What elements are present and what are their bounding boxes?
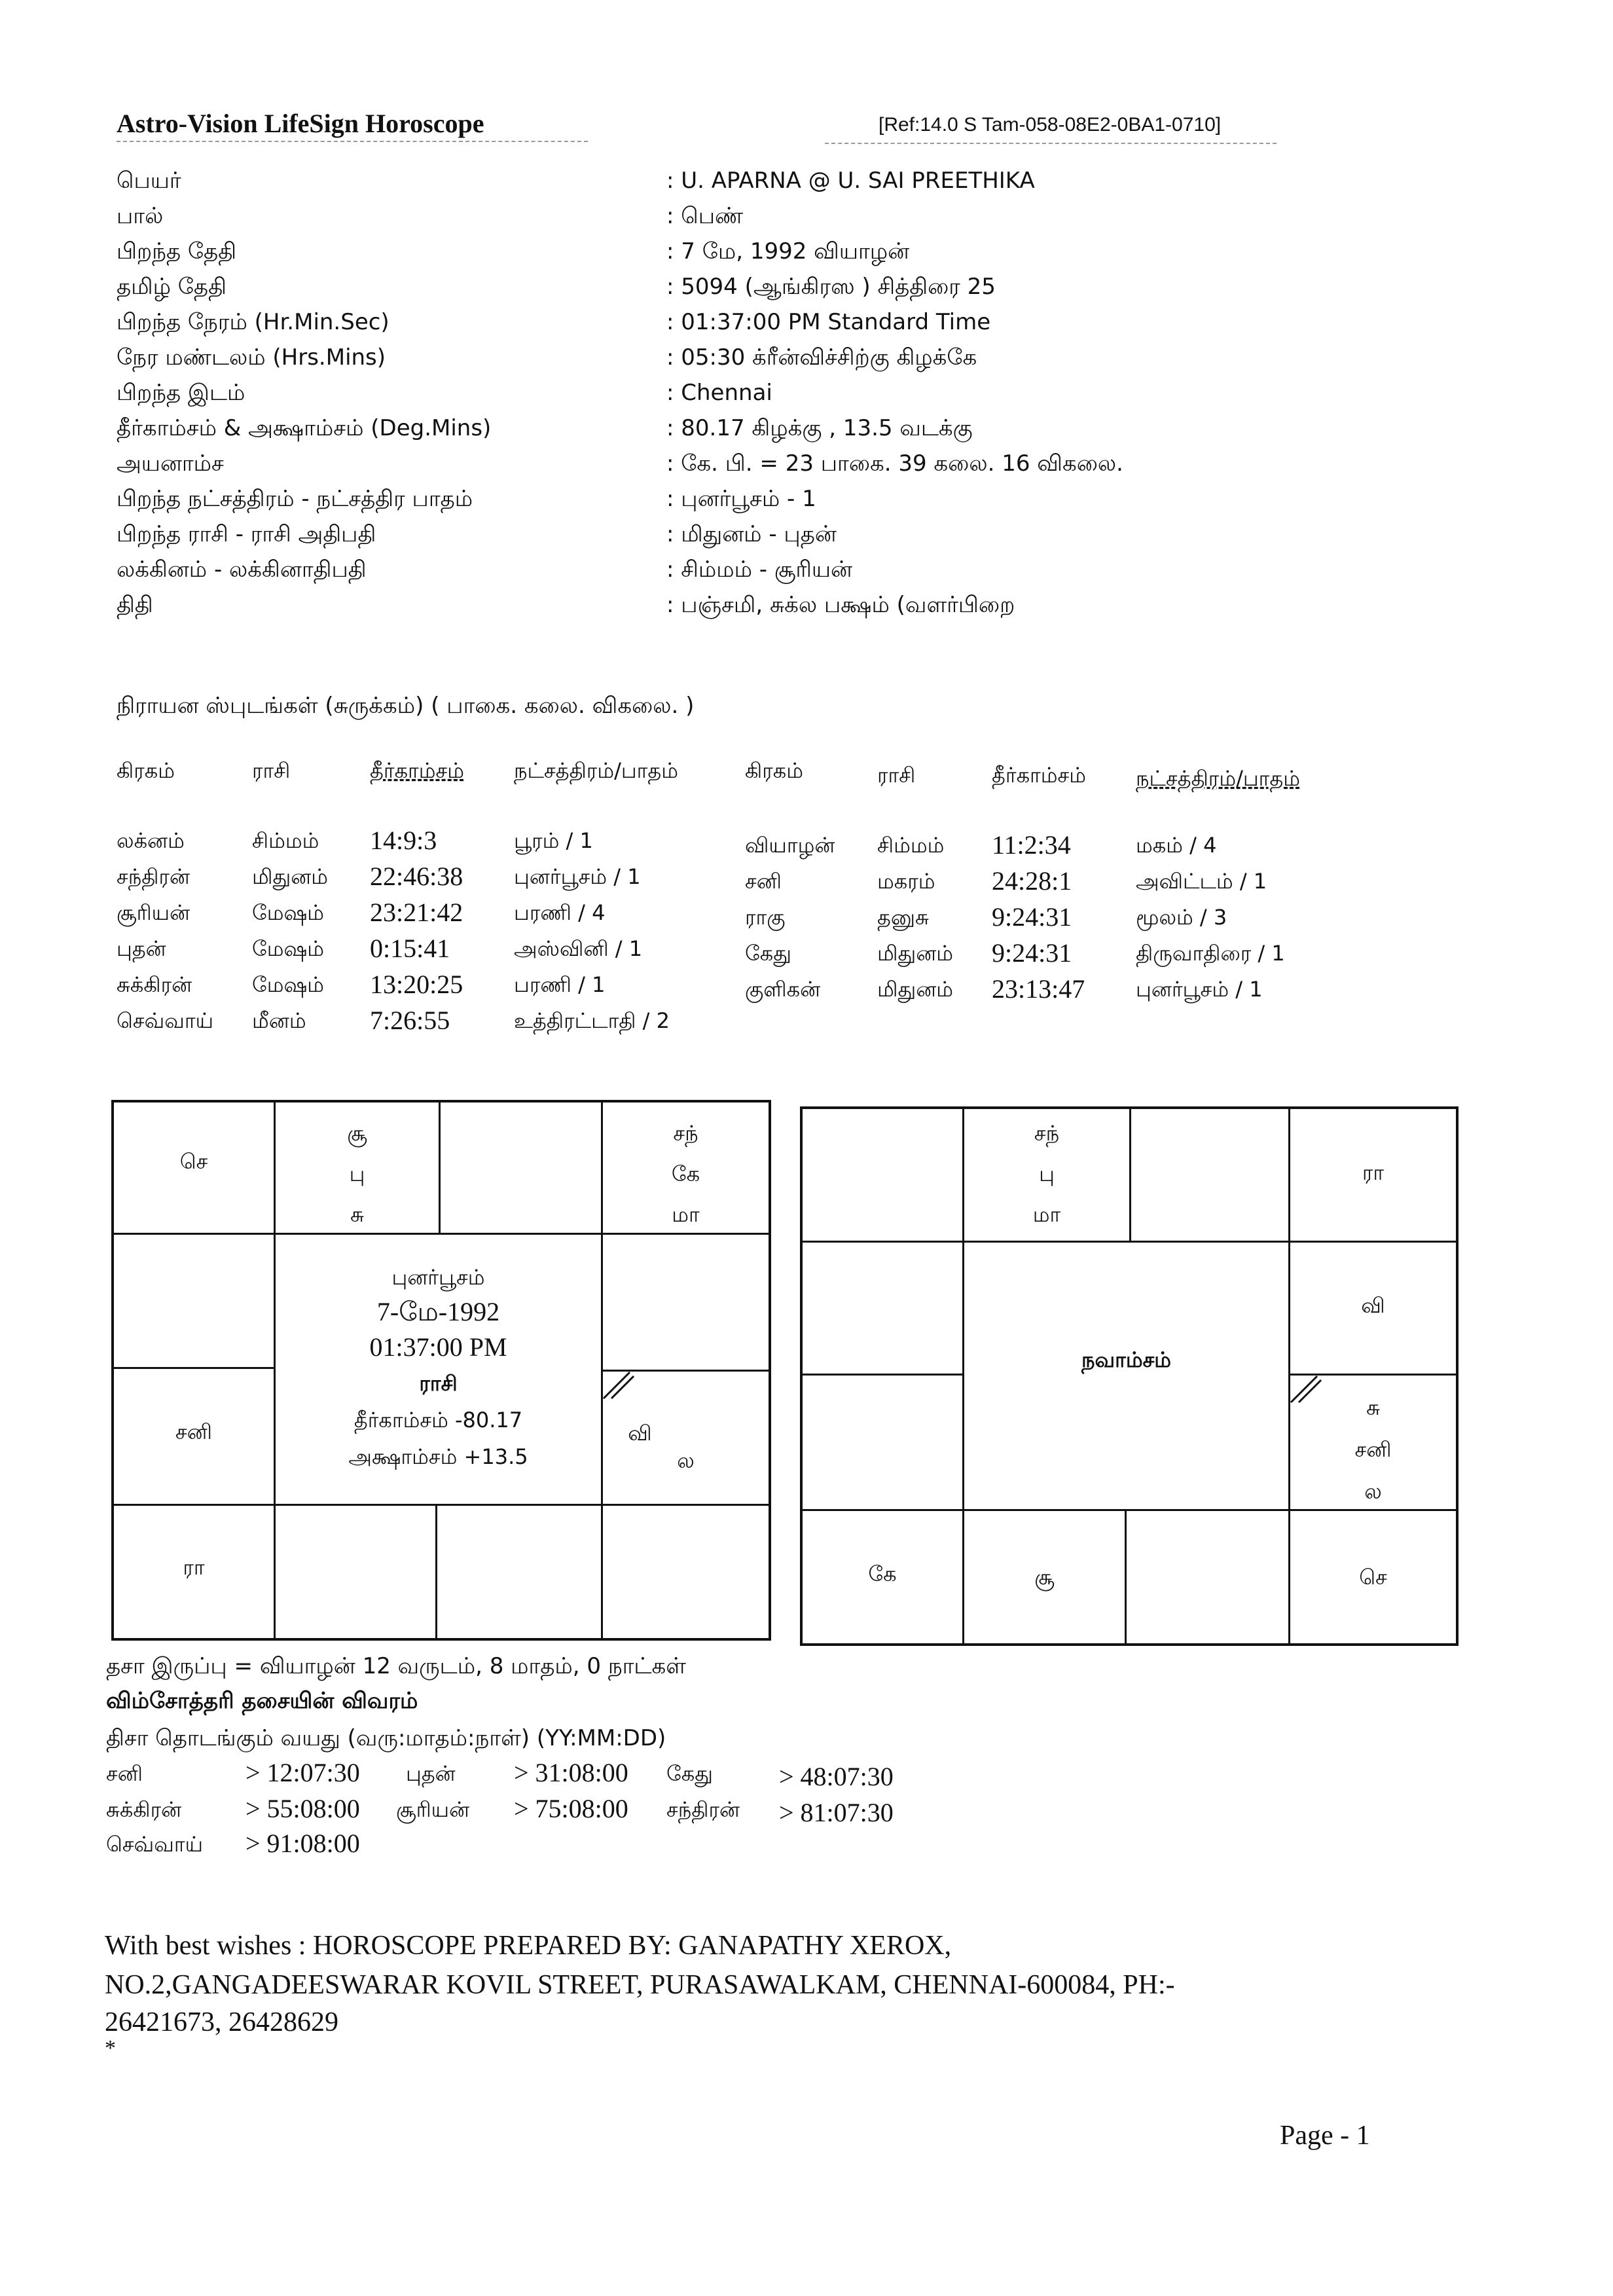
longitude: 7:26:55 bbox=[370, 1006, 450, 1035]
planet-abbr: சூ bbox=[347, 1121, 367, 1146]
star-pada: உத்திரட்டாதி / 2 bbox=[514, 1008, 670, 1033]
chart-border bbox=[111, 1100, 771, 1102]
sputam-heading: நிராயன ஸ்புடங்கள் (சுருக்கம்) ( பாகை. கலை. விகலை. ) bbox=[117, 693, 695, 719]
detail-value: : மிதுனம் - புதன் bbox=[666, 521, 837, 547]
dasa-planet: செவ்வாய் bbox=[106, 1832, 204, 1857]
navamsa-cell-8 bbox=[1290, 1565, 1456, 1592]
planet-name: சுக்கிரன் bbox=[117, 972, 192, 997]
dasa-age: > 31:08:00 bbox=[514, 1758, 628, 1787]
planet-name: செவ்வாய் bbox=[117, 1008, 214, 1033]
detail-label: பால் bbox=[117, 203, 164, 229]
planet-abbr: கே bbox=[868, 1561, 897, 1586]
detail-value: : 05:30 க்ரீன்விச்சிற்கு கிழக்கே bbox=[666, 344, 977, 371]
rasi-name: மிதுனம் bbox=[252, 864, 329, 889]
col-header: கிரகம் bbox=[745, 758, 803, 783]
longitude: 23:21:42 bbox=[370, 898, 463, 927]
dasa-subtitle: திசா தொடங்கும் வயது (வரு:மாதம்:நாள்) (YY:MM:DD) bbox=[106, 1725, 666, 1751]
planet-abbr: சந் bbox=[1034, 1121, 1060, 1146]
star-pada: புனர்பூசம் / 1 bbox=[514, 864, 641, 889]
star-pada: பரணி / 4 bbox=[514, 900, 606, 925]
chart-line bbox=[800, 1374, 964, 1376]
planet-abbr: மா bbox=[672, 1202, 700, 1227]
dasa-balance: தசா இருப்பு = வியாழன் 12 வருடம், 8 மாதம், 0 நாட்கள் bbox=[106, 1653, 686, 1679]
center-latitude: அக்ஷாம்சம் +13.5 bbox=[348, 1444, 528, 1469]
col-header: ராசி bbox=[252, 758, 291, 783]
dasa-planet: சந்திரன் bbox=[666, 1797, 740, 1822]
center-date: 7-மே-1992 bbox=[376, 1297, 500, 1326]
star-pada: அவிட்டம் / 1 bbox=[1136, 869, 1267, 894]
navamsa-cell-4 bbox=[1290, 1160, 1456, 1188]
detail-label: அயனாம்ச bbox=[117, 450, 224, 477]
navamsa-cell-6 bbox=[1290, 1387, 1456, 1512]
detail-label: பிறந்த நேரம் (Hr.Min.Sec) bbox=[117, 309, 390, 335]
planet-name: குளிகன் bbox=[745, 977, 821, 1002]
document-title: Astro-Vision LifeSign Horoscope bbox=[117, 109, 484, 138]
detail-label: பெயர் bbox=[117, 168, 181, 194]
planet-abbr: ரா bbox=[183, 1555, 205, 1580]
planet-abbr: ல bbox=[677, 1448, 695, 1473]
detail-label: தீர்காம்சம் & அக்ஷாம்சம் (Deg.Mins) bbox=[117, 415, 492, 441]
longitude: 14:9:3 bbox=[370, 826, 437, 855]
dasa-age: > 48:07:30 bbox=[779, 1762, 894, 1791]
rasi-cell-1 bbox=[114, 1149, 274, 1176]
longitude: 9:24:31 bbox=[992, 902, 1072, 932]
dasa-title: விம்சோத்தரி தசையின் விவரம் bbox=[106, 1688, 418, 1714]
rasi-center bbox=[276, 1260, 601, 1475]
longitude: 11:2:34 bbox=[992, 830, 1071, 860]
planet-abbr: செ bbox=[179, 1149, 208, 1174]
planet-abbr: மா bbox=[1032, 1202, 1061, 1227]
col-header: தீர்காம்சம் bbox=[992, 763, 1086, 788]
rasi-name: மகரம் bbox=[877, 869, 935, 894]
detail-value: : 80.17 கிழக்கு , 13.5 வடக்கு bbox=[666, 415, 973, 441]
detail-label: தமிழ் தேதி bbox=[117, 274, 227, 300]
rasi-name: மிதுனம் bbox=[877, 977, 954, 1002]
center-chart-name: ராசி bbox=[419, 1371, 458, 1396]
navamsa-cell-10 bbox=[964, 1565, 1125, 1592]
detail-value: : 7 மே, 1992 வியாழன் bbox=[666, 238, 910, 264]
planet-abbr: சு bbox=[350, 1202, 364, 1227]
detail-value: : U. APARNA @ U. SAI PREETHIKA bbox=[666, 168, 1035, 194]
title-underline bbox=[117, 141, 588, 142]
footer-line-3: 26421673, 26428629 bbox=[105, 2007, 338, 2037]
chart-border bbox=[1456, 1106, 1459, 1646]
planet-name: சனி bbox=[745, 869, 782, 894]
detail-value: : 5094 (ஆங்கிரஸ ) சித்திரை 25 bbox=[666, 274, 996, 300]
center-time: 01:37:00 PM bbox=[369, 1332, 507, 1362]
planet-abbr: வி bbox=[1361, 1293, 1385, 1318]
footer-line-1: With best wishes : HOROSCOPE PREPARED BY: GANAPATHY XEROX, bbox=[105, 1931, 952, 1961]
longitude: 24:28:1 bbox=[992, 866, 1072, 896]
rasi-name: மேஷம் bbox=[252, 972, 325, 997]
longitude: 0:15:41 bbox=[370, 934, 450, 963]
planet-name: சூரியன் bbox=[117, 900, 190, 925]
rasi-cell-11 bbox=[114, 1555, 274, 1582]
dasa-age: > 55:08:00 bbox=[245, 1794, 360, 1823]
dasa-planet: சுக்கிரன் bbox=[106, 1797, 182, 1822]
dasa-age: > 91:08:00 bbox=[245, 1829, 360, 1858]
center-star: புனர்பூசம் bbox=[391, 1265, 485, 1290]
rasi-cell-6 bbox=[603, 1421, 769, 1476]
planet-abbr: ரா bbox=[1362, 1160, 1385, 1185]
navamsa-cell-11 bbox=[803, 1561, 962, 1589]
dasa-planet: கேது bbox=[666, 1761, 713, 1786]
planet-abbr: சு bbox=[1366, 1395, 1380, 1420]
dasa-planet: சனி bbox=[106, 1761, 143, 1786]
rasi-cell-2 bbox=[276, 1113, 439, 1235]
detail-value: : பஞ்சமி, சுக்ல பக்ஷம் (வளர்பிறை bbox=[666, 592, 1015, 618]
rasi-name: மேஷம் bbox=[252, 900, 325, 925]
ref-underline bbox=[825, 143, 1277, 144]
star-pada: மகம் / 4 bbox=[1136, 833, 1217, 858]
longitude: 9:24:31 bbox=[992, 938, 1072, 968]
detail-value: : கே. பி. = 23 பாகை. 39 கலை. 16 விகலை. bbox=[666, 450, 1123, 477]
planet-abbr: வி bbox=[628, 1421, 652, 1446]
navamsa-cell-2 bbox=[964, 1113, 1129, 1235]
rasi-cell-12 bbox=[114, 1419, 274, 1447]
dasa-planet: புதன் bbox=[406, 1761, 456, 1786]
rasi-cell-4 bbox=[603, 1113, 769, 1235]
detail-value: : சிம்மம் - சூரியன் bbox=[666, 556, 852, 583]
footer-star: * bbox=[105, 2036, 116, 2060]
detail-label: பிறந்த தேதி bbox=[117, 238, 237, 264]
navamsa-center-label: நவாம்சம் bbox=[1081, 1347, 1172, 1372]
detail-label: நேர மண்டலம் (Hrs.Mins) bbox=[117, 344, 386, 371]
detail-label: லக்கினம் - லக்கினாதிபதி bbox=[117, 556, 367, 583]
planet-abbr: சனி bbox=[1354, 1437, 1392, 1462]
star-pada: பரணி / 1 bbox=[514, 972, 606, 997]
center-longitude: தீர்காம்சம் -80.17 bbox=[353, 1408, 523, 1432]
planet-abbr: சனி bbox=[175, 1419, 212, 1444]
planet-abbr: கே bbox=[671, 1161, 700, 1186]
planet-name: புதன் bbox=[117, 936, 166, 961]
col-header: கிரகம் bbox=[117, 758, 175, 783]
planet-abbr: சந் bbox=[673, 1121, 698, 1146]
planet-name: வியாழன் bbox=[745, 833, 835, 858]
chart-line bbox=[1125, 1509, 1127, 1645]
chart-border bbox=[800, 1643, 1459, 1646]
longitude: 22:46:38 bbox=[370, 862, 463, 891]
dasa-age: > 81:07:30 bbox=[779, 1798, 894, 1827]
rasi-name: மிதுனம் bbox=[877, 941, 954, 966]
col-header: ராசி bbox=[877, 763, 916, 788]
star-pada: திருவாதிரை / 1 bbox=[1136, 941, 1285, 966]
planet-abbr: ல bbox=[1364, 1479, 1382, 1504]
chart-line bbox=[111, 1504, 771, 1506]
dasa-age: > 12:07:30 bbox=[245, 1758, 360, 1787]
planet-name: கேது bbox=[745, 941, 791, 966]
rasi-name: மேஷம் bbox=[252, 936, 325, 961]
planet-name: சந்திரன் bbox=[117, 864, 190, 889]
footer-line-2: NO.2,GANGADEESWARAR KOVIL STREET, PURASAWALKAM, CHENNAI-600084, PH:- bbox=[105, 1970, 1175, 2000]
chart-line bbox=[435, 1504, 437, 1640]
detail-value: : புனர்பூசம் - 1 bbox=[666, 486, 816, 512]
star-pada: பூரம் / 1 bbox=[514, 828, 593, 853]
col-header: நட்சத்திரம்/பாதம் bbox=[514, 758, 678, 783]
planet-abbr: பு bbox=[1039, 1161, 1055, 1186]
planet-abbr: பு bbox=[349, 1161, 365, 1186]
rasi-name: சிம்மம் bbox=[877, 833, 945, 858]
star-pada: அஸ்வினி / 1 bbox=[514, 936, 643, 961]
chart-line bbox=[439, 1100, 441, 1234]
reference-code: [Ref:14.0 S Tam-058-08E2-0BA1-0710] bbox=[879, 114, 1222, 136]
dasa-planet: சூரியன் bbox=[396, 1797, 470, 1822]
detail-label: பிறந்த இடம் bbox=[117, 380, 245, 406]
planet-abbr: செ bbox=[1359, 1565, 1387, 1590]
lagna-marker-icon bbox=[602, 1370, 635, 1402]
page-number: Page - 1 bbox=[1280, 2121, 1370, 2151]
detail-label: பிறந்த ராசி - ராசி அதிபதி bbox=[117, 521, 376, 547]
detail-value: : பெண் bbox=[666, 203, 744, 229]
chart-line bbox=[1129, 1106, 1131, 1243]
chart-border bbox=[111, 1638, 771, 1641]
rasi-name: மீனம் bbox=[252, 1008, 306, 1033]
planet-name: ராகு bbox=[745, 905, 786, 930]
detail-label: திதி bbox=[117, 592, 153, 618]
dasa-age: > 75:08:00 bbox=[514, 1794, 628, 1823]
planet-abbr: சூ bbox=[1034, 1565, 1055, 1590]
detail-value: : 01:37:00 PM Standard Time bbox=[666, 309, 991, 335]
rasi-name: சிம்மம் bbox=[252, 828, 319, 853]
detail-value: : Chennai bbox=[666, 380, 772, 406]
chart-line bbox=[111, 1367, 275, 1369]
col-header: நட்சத்திரம்/பாதம் bbox=[1136, 766, 1300, 791]
detail-label: பிறந்த நட்சத்திரம் - நட்சத்திர பாதம் bbox=[117, 486, 473, 512]
navamsa-cell-5 bbox=[1290, 1293, 1456, 1321]
planet-name: லக்னம் bbox=[117, 828, 185, 853]
col-header: தீர்காம்சம் bbox=[370, 758, 464, 783]
longitude: 13:20:25 bbox=[370, 970, 463, 999]
longitude: 23:13:47 bbox=[992, 974, 1085, 1004]
star-pada: மூலம் / 3 bbox=[1136, 905, 1227, 930]
rasi-name: தனுசு bbox=[877, 905, 929, 930]
star-pada: புனர்பூசம் / 1 bbox=[1136, 977, 1263, 1002]
